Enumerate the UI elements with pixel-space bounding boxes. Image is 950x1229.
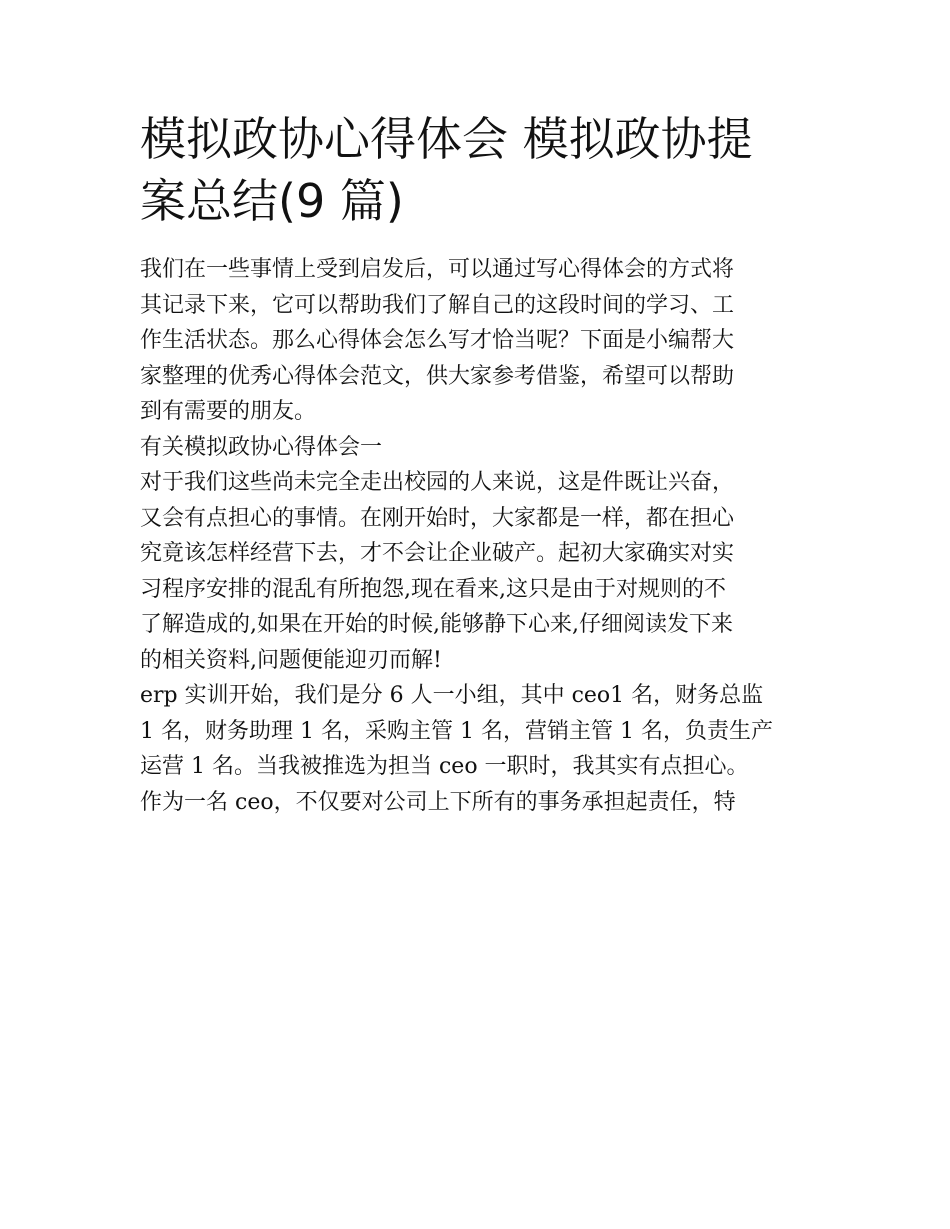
body-text-line: erp 实训开始，我们是分 6 人一小组，其中 ceo1 名，财务总监 [140,683,764,708]
section-heading: 有关模拟政协心得体会一 [140,434,383,460]
document-title [140,108,815,232]
document-content [140,108,815,820]
body-text-line: 的相关资料,问题便能迎刃而解! [140,647,442,673]
title-line: 模拟政协心得体会 模拟政协提 [140,112,753,166]
title-line: 案总结(9 篇) [140,174,404,228]
body-text-line: 1 名，财务助理 1 名，采购主管 1 名，营销主管 1 名，负责生产 [140,718,773,744]
body-text-line: 了解造成的,如果在开始的时候,能够静下心来,仔细阅读发下来 [140,612,733,637]
body-text-line: 到有需要的朋友。 [140,399,317,424]
body-text-line: 究竟该怎样经营下去，才不会让企业破产。起初大家确实对实 [140,541,735,566]
body-text-line: 其记录下来，它可以帮助我们了解自己的这段时间的学习、工 [140,292,735,318]
body-text-line: 又会有点担心的事情。在刚开始时，大家都是一样，都在担心 [140,505,735,531]
document-body [140,252,815,820]
body-text-line: 对于我们这些尚未完全走出校园的人来说，这是件既让兴奋， [140,470,735,495]
body-text-line: 作为一名 ceo，不仅要对公司上下所有的事务承担起责任，特 [140,789,736,815]
body-text-line: 运营 1 名。当我被推选为担当 ceo 一职时，我其实有点担心。 [140,754,749,779]
body-text-line: 家整理的优秀心得体会范文，供大家参考借鉴，希望可以帮助 [140,363,735,389]
body-text-line: 习程序安排的混乱有所抱怨,现在看来,这只是由于对规则的不 [140,576,726,602]
body-text-line: 我们在一些事情上受到启发后，可以通过写心得体会的方式将 [140,257,735,282]
body-text-line: 作生活状态。那么心得体会怎么写才恰当呢？下面是小编帮大 [140,328,735,353]
